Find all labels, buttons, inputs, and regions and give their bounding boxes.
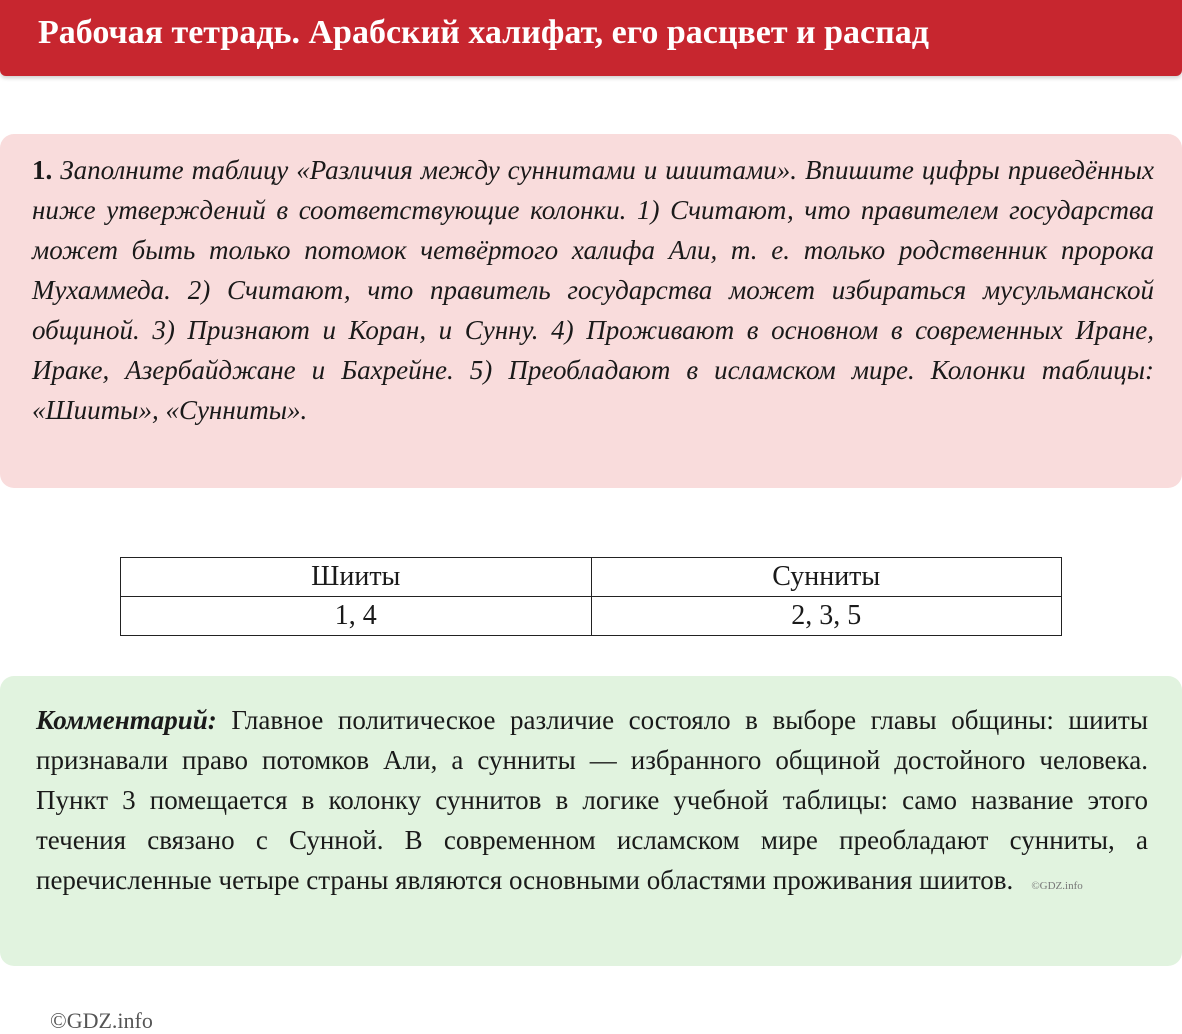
comment-label: Комментарий: [36, 705, 217, 735]
task-text [32, 150, 1154, 430]
task-number: 1. [32, 155, 53, 185]
table-header-row [121, 558, 1062, 597]
table-header-shiites: Шииты [121, 558, 592, 597]
footer-watermark: ©GDZ.info [50, 1008, 153, 1033]
answer-table [120, 557, 1062, 636]
table-cell-shiites: 1, 4 [121, 597, 592, 636]
task-body: Заполните таблицу «Различия между суннитами и шиитами». Впишите цифры приведённых ниже утверждений в соответствующие колонки. 1) Считают, что правителем государства может быть только потомок четвёртого халифа Али, т. е. только родственник пророка Мухаммеда. 2) Считают, что правитель государства может избираться мусульманской общиной. 3) Признают и Коран, и Сунну. 4) Проживают в основном в современных Иране, Ираке, Азербайджане и Бахрейне. 5) Преобладают в исламском мире. Колонки таблицы: «Шииты», «Сунниты». [32, 155, 1155, 425]
page-title: Рабочая тетрадь. Арабский халифат, его расцвет и распад [38, 14, 929, 51]
table-cell-sunnis: 2, 3, 5 [591, 597, 1062, 636]
comment-body: Главное политическое различие состояло в выборе главы общины: шииты признавали право потомков Али, а сунниты — избранного общиной достойного человека. Пункт 3 помещается в колонку суннитов в логике учебной таблицы: само название этого течения связано с Сунной. В современном исламском мире преобладают сунниты, а перечисленные четыре страны являются основными областями проживания шиитов. [36, 705, 1149, 895]
table-header-sunnis: Сунниты [591, 558, 1062, 597]
table-row [121, 597, 1062, 636]
comment-text [36, 700, 1148, 906]
inline-watermark: ©GDZ.info [1031, 880, 1083, 892]
header-bar [0, 0, 1182, 76]
